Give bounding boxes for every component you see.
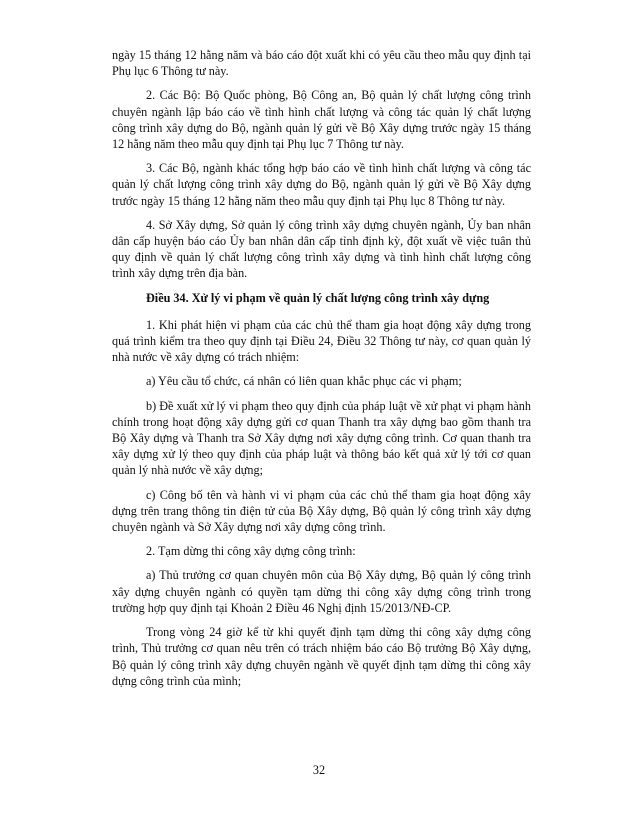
- paragraph-article-34-clause-2: 2. Tạm dừng thi công xây dựng công trình:: [146, 544, 356, 559]
- page-number: 32: [312, 763, 326, 777]
- paragraph-continuation: ngày 15 tháng 12 hằng năm và báo cáo đột xuất khi có yêu cầu theo mẫu quy định tại Phụ lục 6 Thông tư này.: [112, 48, 531, 79]
- article-heading: Điều 34. Xử lý vi phạm về quản lý chất lượng công trình xây dựng: [146, 290, 490, 305]
- paragraph-reporting-deadline: Trong vòng 24 giờ kể từ khi quyết định tạm dừng thi công xây dựng công trình, Thủ trưởng cơ quan nêu trên có trách nhiệm báo cáo Bộ trưởng Bộ Xây dựng, Bộ quản lý công trình xây dựng chuyên ngành về quyết định tạm dừng thi công xây dựng công trình của mình;: [112, 625, 531, 688]
- paragraph-point-c: c) Công bố tên và hành vi vi phạm của các chủ thể tham gia hoạt động xây dựng trên trang thông tin điện tử của Bộ Xây dựng, Bộ quản lý công trình xây dựng chuyên ngành và Sở Xây dựng nơi xây dựng công trình.: [112, 487, 531, 535]
- paragraph-point-b: b) Đề xuất xử lý vi phạm theo quy định của pháp luật về xử phạt vi phạm hành chính trong hoạt động xây dựng gửi cơ quan Thanh tra xây dựng bao gồm thanh tra Bộ Xây dựng và Thanh tra Sở Xây dựng nơi xây dựng công trình. Cơ quan thanh tra xây dựng xử lý theo quy định của pháp luật và thông báo kết quả xử lý tới cơ quan quản lý nhà nước về xây dựng;: [112, 398, 531, 478]
- paragraph-clause-2-point-a: a) Thủ trưởng cơ quan chuyên môn của Bộ Xây dựng, Bộ quản lý công trình xây dựng chuyên ngành có quyền tạm dừng thi công xây dựng công trình trong trường hợp quy định tại Khoản 2 Điều 46 Nghị định 15/2013/NĐ-CP.: [112, 568, 531, 615]
- paragraph-article-34-clause-1: 1. Khi phát hiện vi phạm của các chủ thể tham gia hoạt động xây dựng trong quá trình kiểm tra theo quy định tại Điều 24, Điều 32 Thông tư này, cơ quan quản lý nhà nước về xây dựng có trách nhiệm:: [112, 317, 531, 365]
- document-body: [112, 47, 531, 697]
- paragraph-clause-4: 4. Sở Xây dựng, Sở quản lý công trình xây dựng chuyên ngành, Ủy ban nhân dân cấp huyện báo cáo Ủy ban nhân dân cấp tỉnh định kỳ, đột xuất về việc tuân thủ quy định về quản lý chất lượng công trình xây dựng và tình hình chất lượng công trình xây dựng trên địa bàn.: [112, 217, 531, 281]
- paragraph-point-a: a) Yêu cầu tổ chức, cá nhân có liên quan khắc phục các vi phạm;: [146, 374, 462, 389]
- paragraph-clause-2: 2. Các Bộ: Bộ Quốc phòng, Bộ Công an, Bộ quản lý chất lượng công trình chuyên ngành lập báo cáo về tình hình chất lượng và công tác quản lý chất lượng công trình xây dựng do Bộ, ngành quản lý gửi về Bộ Xây dựng trước ngày 15 tháng 12 hằng năm theo mẫu quy định tại Phụ lục 7 Thông tư này.: [112, 88, 531, 152]
- paragraph-clause-3: 3. Các Bộ, ngành khác tổng hợp báo cáo về tình hình chất lượng và công tác quản lý chất lượng công trình xây dựng do Bộ, ngành quản lý gửi về Bộ Xây dựng trước ngày 15 tháng 12 hằng năm theo mẫu quy định tại Phụ lục 8 Thông tư này.: [112, 161, 531, 208]
